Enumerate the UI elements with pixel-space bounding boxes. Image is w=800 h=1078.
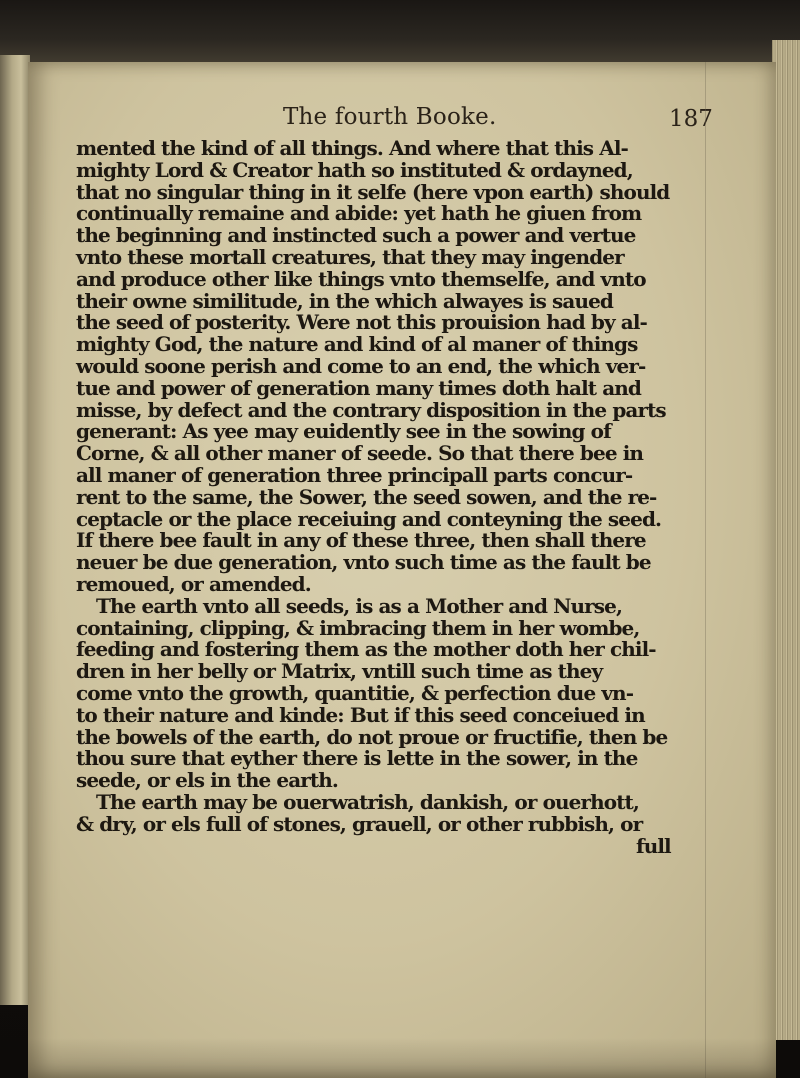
text-line: and produce other like things vnto themselfe, and vnto: [76, 266, 646, 291]
text-line: generant: As yee may euidently see in the sowing of: [76, 419, 611, 444]
text-line: tue and power of generation many times doth halt and: [76, 375, 641, 400]
text-line: misse, by defect and the contrary disposition in the parts: [76, 397, 666, 422]
text-line: feeding and fostering them as the mother doth her chil-: [76, 637, 656, 662]
text-line: thou sure that eyther there is lette in the sower, in the: [76, 746, 638, 771]
text-line: continually remaine and abide: yet hath he giuen from: [76, 201, 642, 226]
text-line: the bowels of the earth, do not proue or fructifie, then be: [76, 724, 668, 749]
paragraph-first-line: The earth may be ouerwatrish, dankish, or ouerhott,: [96, 789, 639, 814]
text-line: come vnto the growth, quantitie, & perfection due vn-: [76, 680, 634, 705]
text-line: remoued, or amended.: [76, 571, 311, 596]
text-line: mighty Lord & Creator hath so instituted & ordayned,: [76, 157, 633, 182]
text-line: would soone perish and come to an end, the which ver-: [76, 353, 646, 378]
text-line: If there bee fault in any of these three, then shall there: [76, 528, 646, 553]
text-line: rent to the same, the Sower, the seed sowen, and the re-: [76, 484, 657, 509]
text-line: that no singular thing in it selfe (here vpon earth) should: [76, 179, 670, 204]
body-text: [76, 138, 716, 857]
text-line: seede, or els in the earth.: [76, 768, 338, 793]
page-bottom-shadow: [28, 1038, 776, 1078]
running-head-title: The fourth Booke.: [283, 104, 497, 130]
text-line: ceptacle or the place receiuing and conteyning the seed.: [76, 506, 662, 531]
text-line: mented the kind of all things. And where that this Al-: [76, 136, 628, 160]
facing-page-edge: [0, 55, 30, 1005]
text-line: to their nature and kinde: But if this seed conceiued in: [76, 702, 645, 727]
text-line: vnto these mortall creatures, that they may ingender: [76, 244, 624, 269]
text-line: the seed of posterity. Were not this prouision had by al-: [76, 310, 647, 335]
page-stack-edge: [772, 40, 800, 1040]
page-number: 187: [669, 106, 713, 132]
text-line: neuer be due generation, vnto such time as the fault be: [76, 550, 651, 575]
paragraph-first-line: The earth vnto all seeds, is as a Mother and Nurse,: [96, 593, 623, 618]
text-line: mighty God, the nature and kind of al maner of things: [76, 332, 638, 357]
text-line: all maner of generation three principall parts concur-: [76, 462, 633, 487]
catchword: full: [636, 833, 671, 858]
book-page: [28, 62, 776, 1078]
text-line: Corne, & all other maner of seede. So that there bee in: [76, 441, 644, 466]
text-line: containing, clipping, & imbracing them in her wombe,: [76, 615, 640, 640]
text-line: their owne similitude, in the which alwayes is saued: [76, 288, 614, 313]
text-line: dren in her belly or Matrix, vntill such time as they: [76, 659, 603, 684]
text-line: & dry, or els full of stones, grauell, or other rubbish, or: [76, 811, 643, 836]
text-line: the beginning and instincted such a power and vertue: [76, 223, 636, 248]
